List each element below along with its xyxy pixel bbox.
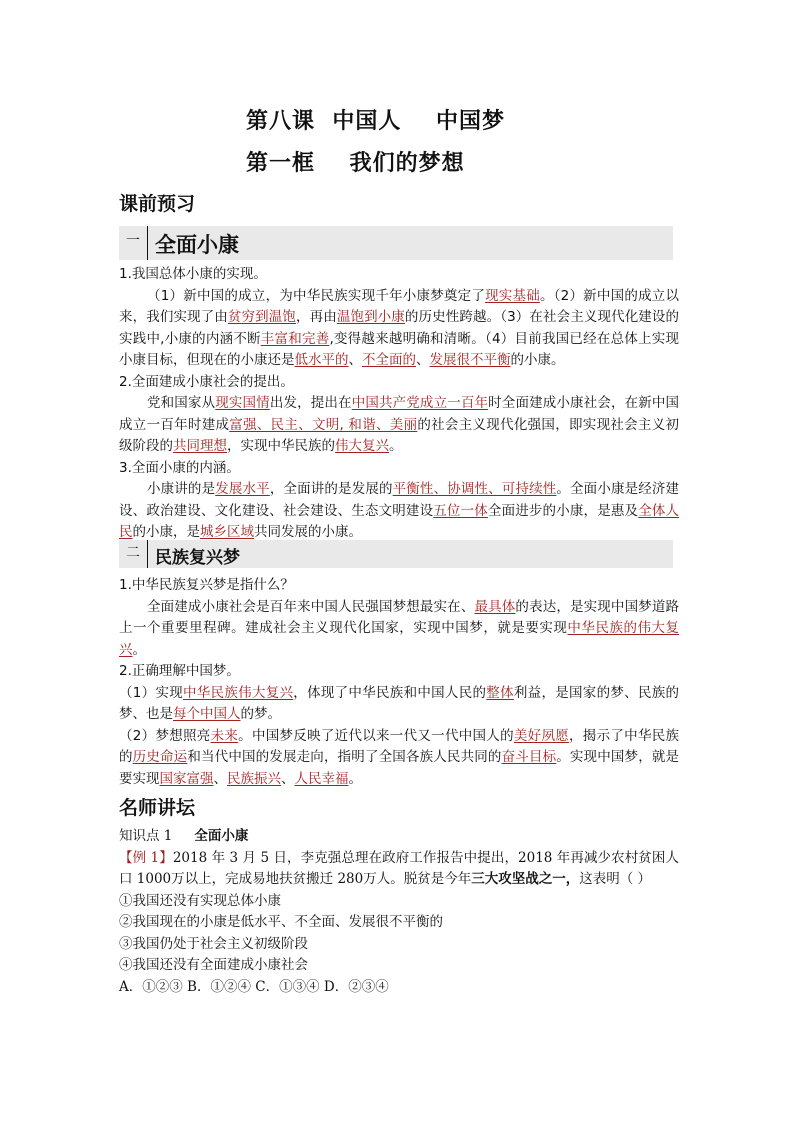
answer-blank: 伟大复兴 bbox=[335, 438, 389, 454]
part2-heading-bar bbox=[119, 540, 673, 568]
answer-blank: 现实国情 bbox=[215, 395, 270, 411]
option-2: ②我国现在的小康是低水平、不全面、发展很不平衡的 bbox=[119, 914, 443, 930]
answer-blank: 平衡性、协调性、可持续性 bbox=[392, 481, 557, 497]
answer-blank: 贫穷到温饱 bbox=[227, 309, 296, 325]
answer-blank: 人民幸福 bbox=[294, 770, 349, 787]
part2-point2: （2）梦想照亮未来。中国梦反映了近代以来一代又一代中国人的美好夙愿，揭示了中华民族的历史命运和当代中国的发展走向，指明了全国各族人民共同的奋斗目标。实现中国梦，就是要实现国家富强、民族振兴、人民幸福。 bbox=[119, 727, 680, 787]
answer-blank: 发展很不平衡 bbox=[429, 352, 511, 368]
answer-blank: 富强、民主、文明, 和谐、美丽 bbox=[229, 416, 418, 433]
answer-blank: 中华民族的伟大复兴 bbox=[119, 620, 680, 658]
pre-study-heading: 课前预习 bbox=[119, 193, 196, 215]
answer-choices: A．①②③ B．①②④ C．①③④ D．②③④ bbox=[119, 978, 389, 995]
part1-q2-paragraph: 党和国家从现实国情出发，提出在中国共产党成立一百年时全面建成小康社会，在新中国成立一百年时建成富强、民主、文明, 和谐、美丽的社会主义现代化强国，即实现社会主义初级阶段的共同理想，实现中华民族的伟大复兴。 bbox=[119, 395, 680, 454]
example-label: 【例 1】 bbox=[119, 849, 173, 866]
answer-blank: 每个中国人 bbox=[173, 706, 241, 722]
answer-blank: 未来 bbox=[210, 727, 239, 744]
answer-blank: 城乡区域 bbox=[200, 524, 254, 540]
knowledge-point bbox=[119, 826, 679, 848]
answer-blank: 国家富强 bbox=[159, 770, 214, 787]
part1-heading: 全面小康 bbox=[155, 232, 239, 257]
master-lecture-heading: 名师讲坛 bbox=[119, 797, 196, 819]
part1-q1-paragraph: （1）新中国的成立，为中华民族实现千年小康梦奠定了现实基础。（2）新中国的成立以来，我们实现了由贫穷到温饱，再由温饱到小康的历史性跨越。（3）在社会主义现代化建设的实践中,小康的内涵不断丰富和完善,变得越来越明确和清晰。（4）目前我国已经在总体上实现小康目标，但现在的小康还是低水平的、不全面的、发展很不平衡的小康。 bbox=[119, 287, 680, 368]
answer-blank: 低水平的 bbox=[294, 352, 349, 368]
answer-blank: 奋斗目标 bbox=[501, 749, 557, 765]
answer-blank: 中国共产党成立一百年 bbox=[351, 395, 489, 411]
part1-q1-title: 1.我国总体小康的实现。 bbox=[119, 266, 267, 282]
part2-point1: （1）实现中华民族伟大复兴，体现了中华民族和中国人民的整体利益，是国家的梦、民族的梦、也是每个中国人的梦。 bbox=[119, 684, 680, 722]
kp-label: 知识点 1 bbox=[119, 828, 173, 844]
answer-blank: 历史命运 bbox=[132, 749, 188, 765]
kp-title: 全面小康 bbox=[194, 828, 249, 844]
lesson-title: 第八课 中国人 中国梦 bbox=[246, 108, 505, 134]
master-content bbox=[119, 826, 679, 998]
answer-blank: 共同理想 bbox=[173, 438, 227, 454]
part2-q2-title: 2.正确理解中国梦。 bbox=[119, 663, 240, 679]
part1-heading-bar bbox=[119, 226, 673, 260]
answer-blank: 发展水平 bbox=[215, 481, 270, 497]
section-title: 第一框 我们的梦想 bbox=[246, 150, 465, 176]
answer-blank: 中华民族伟大复兴 bbox=[183, 684, 294, 701]
answer-blank: 丰富和完善 bbox=[260, 330, 330, 347]
answer-blank: 全体人民 bbox=[119, 502, 680, 540]
option-4: ④我国还没有全面建成小康社会 bbox=[119, 957, 308, 973]
part1-number: 一 bbox=[119, 226, 148, 260]
example-question: 【例 1】2018 年 3 月 5 日，李克强总理在政府工作报告中提出，2018 年再减少农村贫困人口 1000万以上，完成易地扶贫搬迁 280万人。脱贫是今年三大攻坚战之一，这表明（ ） bbox=[119, 849, 679, 887]
option-1: ①我国还没有实现总体小康 bbox=[119, 892, 281, 909]
answer-blank: 整体 bbox=[486, 684, 514, 701]
answer-blank: 现实基础 bbox=[485, 287, 540, 304]
part2-heading: 民族复兴梦 bbox=[155, 548, 240, 568]
part1-q2-title: 2.全面建成小康社会的提出。 bbox=[119, 373, 294, 390]
answer-blank: 五位一体 bbox=[433, 502, 488, 519]
option-3: ③我国仍处于社会主义初级阶段 bbox=[119, 935, 308, 952]
answer-blank: 最具体 bbox=[474, 598, 516, 615]
answer-blank: 温饱到小康 bbox=[336, 309, 405, 325]
part2-content bbox=[119, 575, 679, 790]
part2-q1-title: 1.中华民族复兴梦是指什么？ bbox=[119, 577, 294, 593]
part2-q1-paragraph: 全面建成小康社会是百年来中国人民强国梦想最实在、最具体的表达，是实现中国梦道路上一个重要里程碑。建成社会主义现代化国家，实现中国梦，就是要实现中华民族的伟大复兴。 bbox=[119, 598, 680, 658]
answer-blank: 美好夙愿 bbox=[513, 727, 570, 744]
part1-q3-paragraph: 小康讲的是发展水平，全面讲的是发展的平衡性、协调性、可持续性。全面小康是经济建设、政治建设、文化建设、社会建设、生态文明建设五位一体全面进步的小康，是惠及全体人民的小康，是城乡区域共同发展的小康。 bbox=[119, 481, 680, 540]
part1-content bbox=[119, 264, 679, 544]
part1-q3-title: 3.全面小康的内涵。 bbox=[119, 459, 240, 476]
part2-number: 二 bbox=[119, 540, 148, 568]
answer-blank: 不全面的 bbox=[362, 352, 416, 368]
answer-blank: 民族振兴 bbox=[227, 770, 281, 787]
